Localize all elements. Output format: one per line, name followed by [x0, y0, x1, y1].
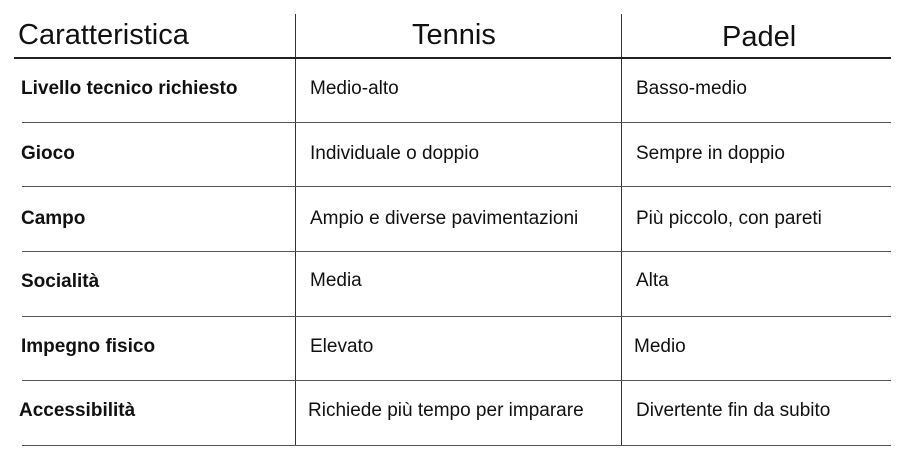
header-divider	[14, 57, 891, 59]
column-divider-1	[295, 14, 296, 446]
row-label: Impegno fisico	[21, 336, 156, 357]
row-divider	[22, 186, 891, 187]
padel-value: Basso-medio	[636, 78, 747, 99]
padel-value: Alta	[636, 270, 669, 291]
padel-value: Divertente fin da subito	[636, 400, 831, 421]
table-bottom-border	[22, 445, 891, 446]
row-divider	[22, 251, 891, 252]
row-divider	[22, 316, 891, 317]
header-tennis: Tennis	[412, 19, 496, 51]
header-padel: Padel	[722, 21, 797, 53]
row-label: Socialità	[21, 271, 100, 292]
row-divider	[22, 122, 891, 123]
column-divider-2	[621, 14, 622, 446]
row-label: Campo	[21, 208, 86, 229]
padel-value: Più piccolo, con pareti	[636, 208, 822, 229]
tennis-value: Elevato	[310, 336, 374, 357]
row-label: Livello tecnico richiesto	[21, 78, 238, 99]
padel-value: Medio	[634, 336, 686, 357]
tennis-value: Richiede più tempo per imparare	[308, 400, 584, 421]
tennis-value: Media	[310, 270, 362, 291]
tennis-value: Individuale o doppio	[310, 143, 480, 164]
tennis-value: Medio-alto	[310, 78, 399, 99]
header-caratteristica: Caratteristica	[18, 19, 189, 51]
row-divider	[22, 380, 891, 381]
row-label: Gioco	[21, 143, 75, 164]
tennis-value: Ampio e diverse pavimentazioni	[310, 208, 579, 229]
row-label: Accessibilità	[19, 400, 136, 421]
padel-value: Sempre in doppio	[636, 143, 785, 164]
